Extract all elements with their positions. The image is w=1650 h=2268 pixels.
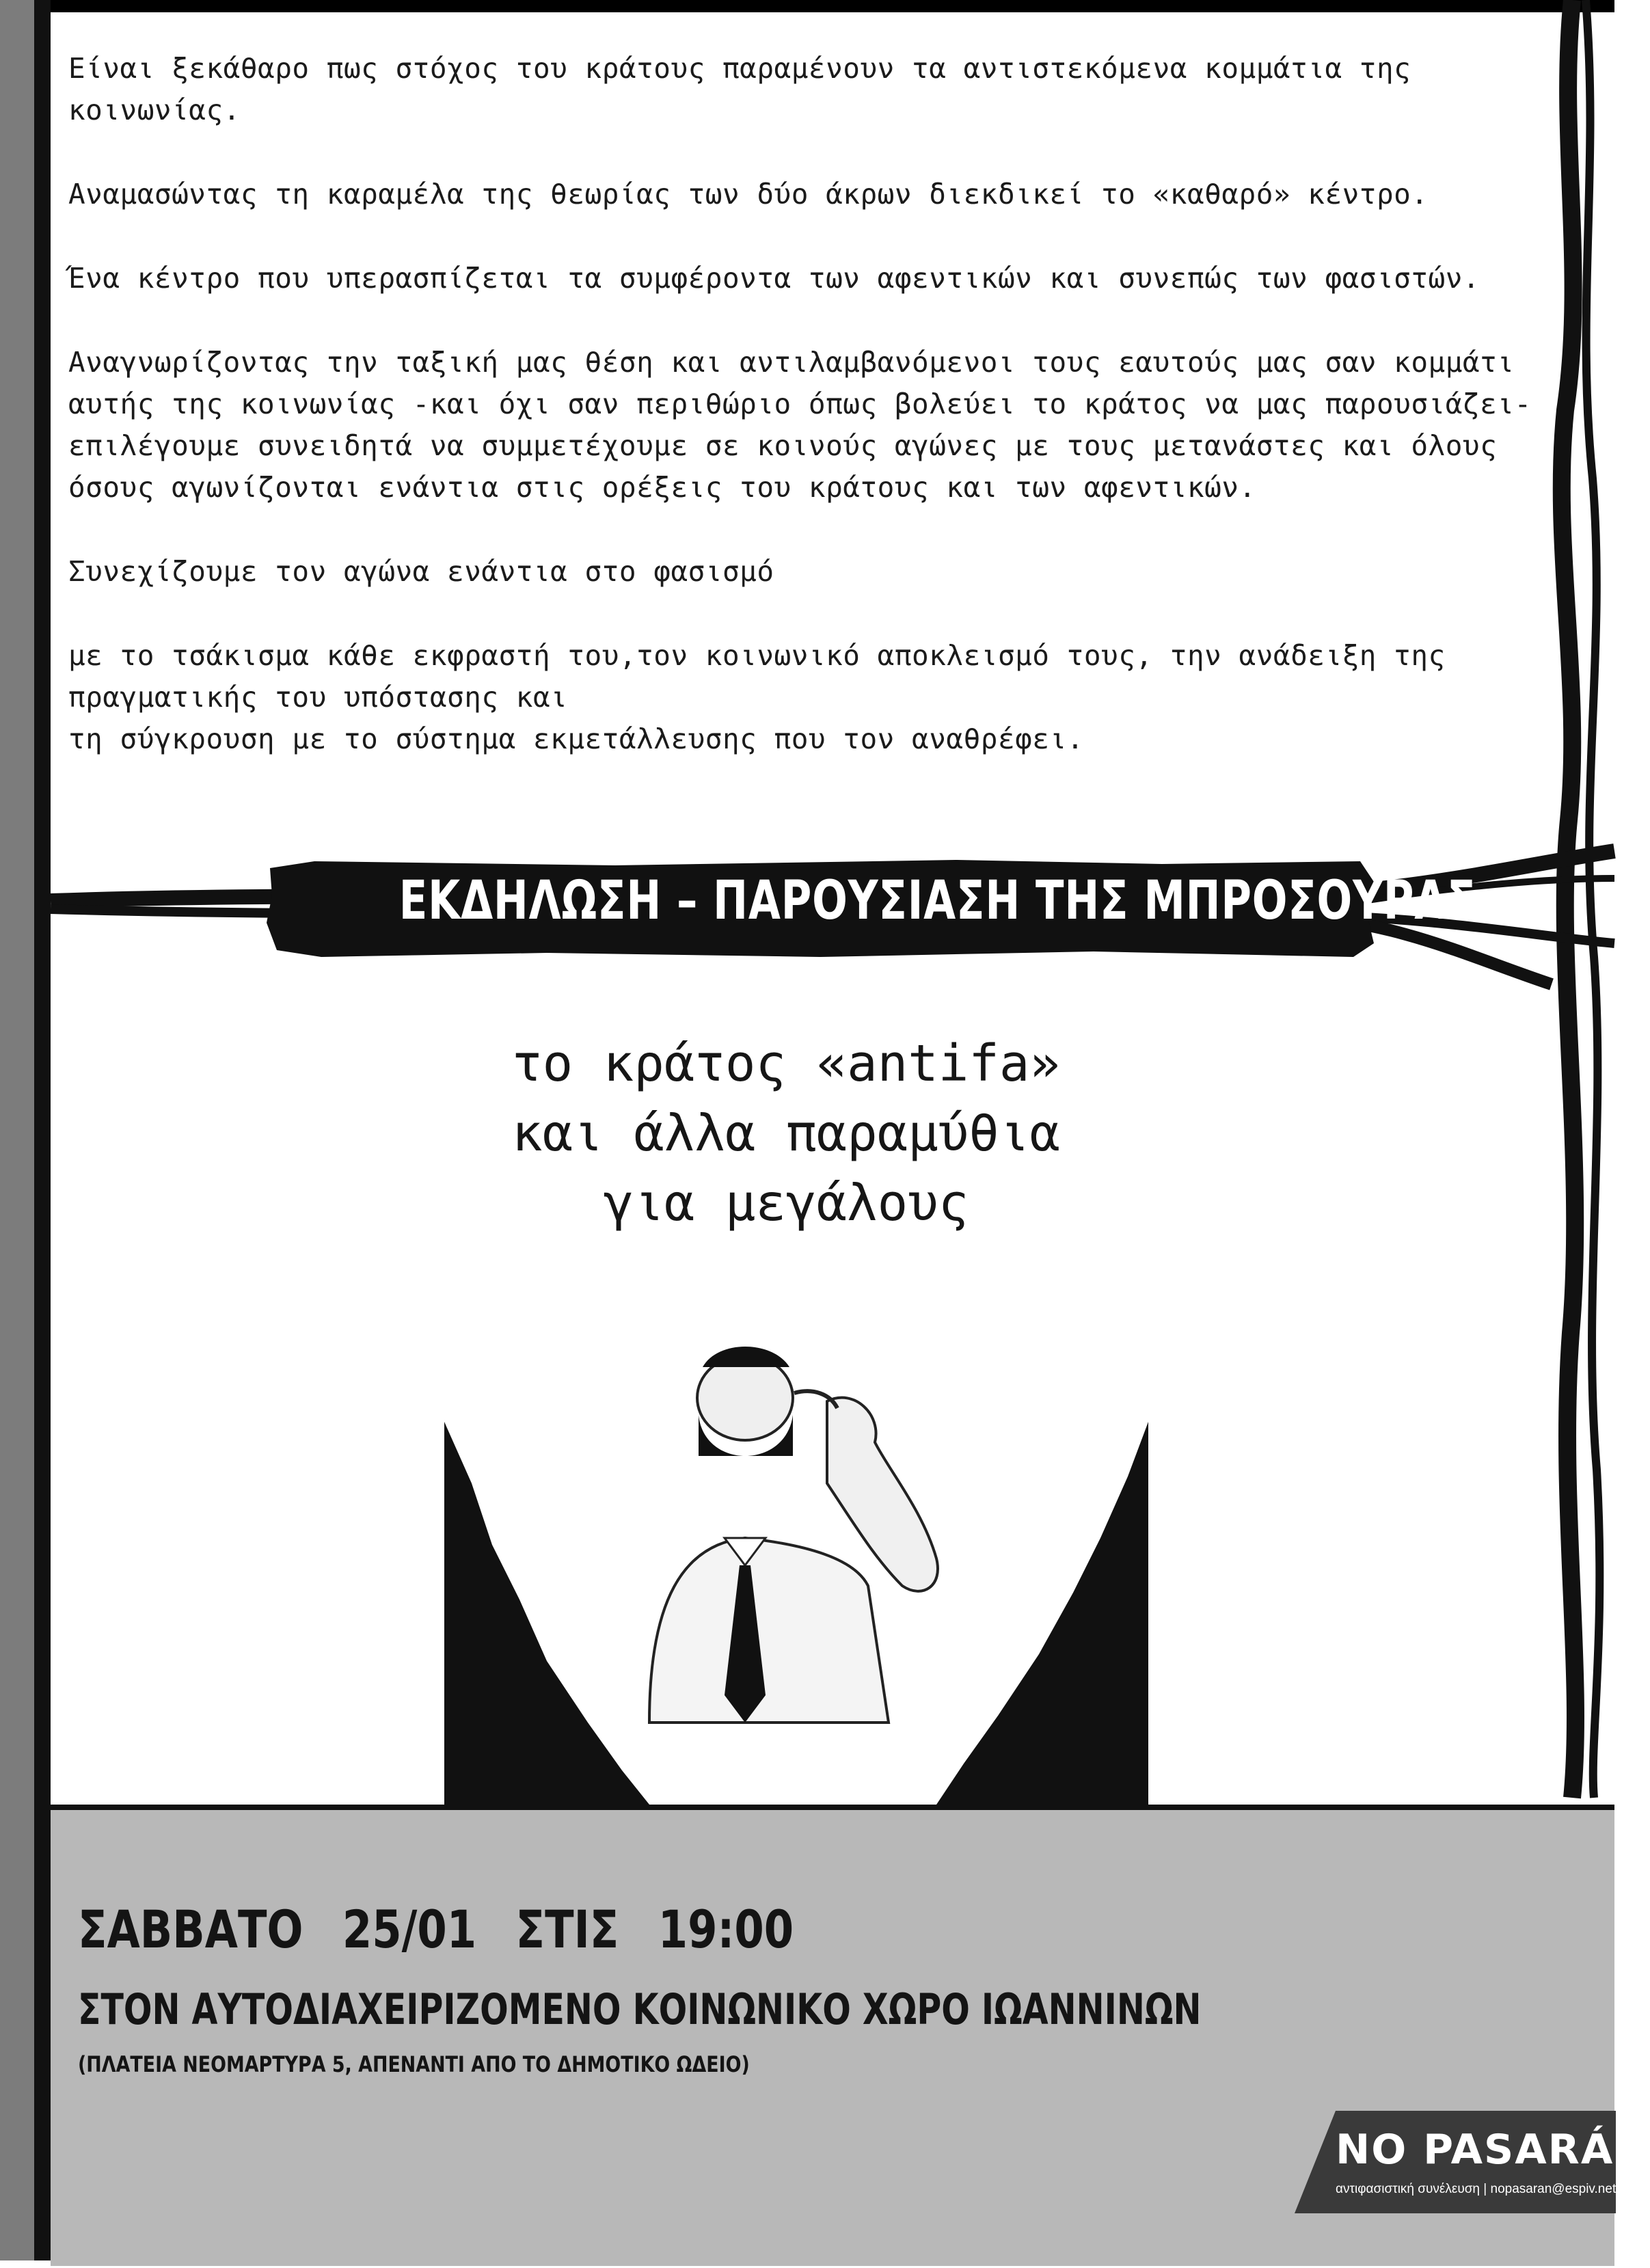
paragraph-3: Ένα κέντρο που υπερασπίζεται τα συμφέροντα των αφεντικών και συνεπώς των φασιστών.: [68, 262, 1480, 295]
paragraph-1: Είναι ξεκάθαρο πως στόχος του κράτους παραμένουν τα αντιστεκόμενα κομμάτια της κοινωνίας.: [68, 52, 1411, 126]
event-venue: ΣΤΟΝ ΑΥΤΟΔΙΑΧΕΙΡΙΖΟΜΕΝΟ ΚΟΙΝΩΝΙΚΟ ΧΩΡΟ ΙΩΑΝΝΙΝΩΝ: [78, 1984, 1202, 2034]
logo-subtitle: αντιφασιστική συνέλευση | nopasaran@espiv.net: [1336, 2182, 1617, 2196]
left-frame-bar: [0, 0, 34, 2260]
brochure-title: [410, 1029, 1162, 1238]
event-footer: [51, 1805, 1650, 2266]
left-frame-line: [34, 0, 51, 2260]
brochure-title-line-3: για μεγάλους: [603, 1174, 969, 1232]
event-at: ΣΤΙΣ: [515, 1899, 619, 1960]
brochure-title-line-2: και άλλα παραμύθια: [512, 1104, 1060, 1163]
event-date: 25/01: [342, 1899, 477, 1960]
event-time: 19:00: [658, 1899, 794, 1960]
event-address: (ΠΛΑΤΕΙΑ ΝΕΟΜΑΡΤΥΡΑ 5, ΑΠΕΝΑΝΤΙ ΑΠΟ ΤΟ ΔΗΜΟΤΙΚΟ ΩΔΕΙΟ): [78, 2051, 750, 2077]
logo-name: NO PASARÁN: [1336, 2126, 1650, 2174]
paragraph-4: Αναγνωρίζοντας την ταξική μας θέση και αντιλαμβανόμενοι τους εαυτούς μας σαν κομμάτι αυτής της κοινωνίας -και όχι σαν περιθώριο όπως βολεύει το κράτος να μας παρουσιάζει- επιλέγουμε συνειδητά να συμμετέχουμε σε κοινούς αγώνες με τους μετανάστες και όλους όσους αγωνίζονται ενάντια στις ορέξεις του κράτους και των αφεντικών.: [68, 346, 1532, 504]
paragraph-6: με το τσάκισμα κάθε εκφραστή του,τον κοινωνικό αποκλεισμό τους, την ανάδειξη της πραγματικής του υπόστασης και τη σύγκρουση με το σύστημα εκμετάλλευσης που τον αναθρέφει.: [68, 639, 1446, 755]
paragraph-5: Συνεχίζουμε τον αγώνα ενάντια στο φασισμό: [68, 555, 774, 588]
no-pasaran-logo: [1295, 2111, 1650, 2268]
body-text: [68, 48, 1538, 802]
brochure-illustration: [444, 1340, 1148, 1805]
paragraph-2: Αναμασώντας τη καραμέλα της θεωρίας των δύο άκρων διεκδικεί το «καθαρό» κέντρο.: [68, 178, 1429, 211]
brochure-title-line-1: το κράτος «antifa»: [512, 1034, 1060, 1093]
event-day: ΣΑΒΒΑΤΟ: [78, 1899, 303, 1960]
banner-title: ΕΚΔΗΛΩΣΗ – ΠΑΡΟΥΣΙΑΣΗ ΤΗΣ ΜΠΡΟΣΟΥΡΑΣ :: [398, 870, 1509, 932]
event-date-line: [78, 1899, 833, 1960]
top-border: [0, 0, 1614, 12]
